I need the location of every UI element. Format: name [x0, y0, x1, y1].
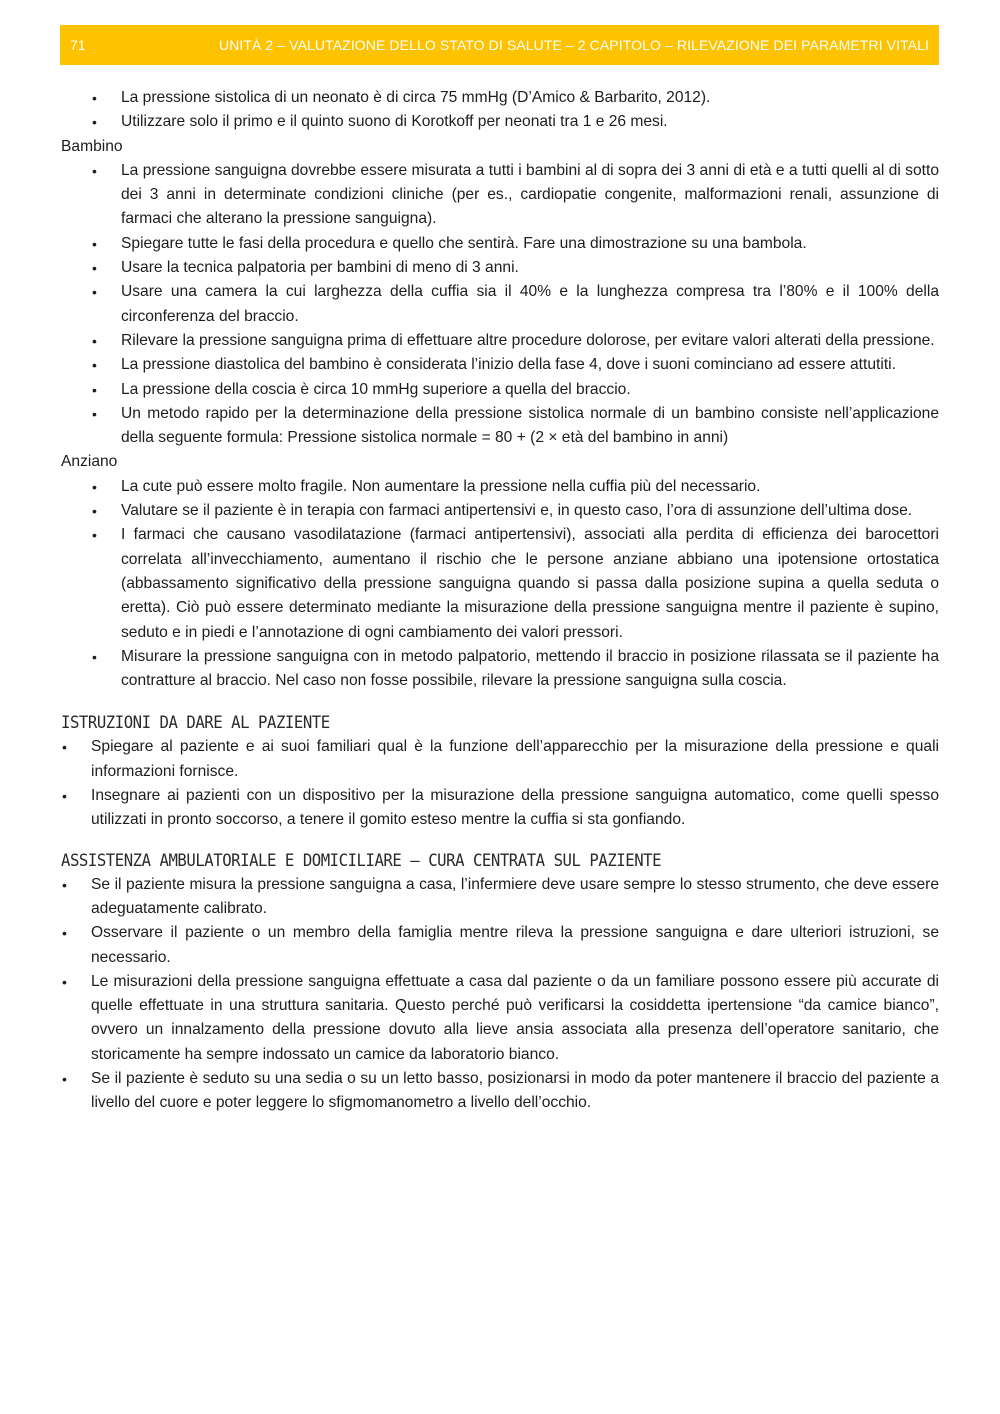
istruzioni-list	[61, 735, 939, 832]
list-item: • Usare la tecnica palpatoria per bambini di meno di 3 anni.	[61, 256, 939, 280]
list-item: • La pressione sanguigna dovrebbe essere misurata a tutti i bambini al di sopra dei 3 anni di età e a tutti quelli al di sotto dei 3 anni in determinate condizioni cliniche (per es., cardiopatie congenite, malformazioni renali, assunzione di farmaci che alterano la pressione sanguigna).	[61, 159, 939, 232]
section-heading-istruzioni: ISTRUZIONI DA DARE AL PAZIENTE	[61, 713, 330, 734]
list-item: • Spiegare al paziente e ai suoi familiari qual è la funzione dell’apparecchio per la misurazione della pressione e quali informazioni fornisce.	[61, 735, 939, 784]
bullet-icon: •	[92, 381, 97, 398]
bullet-icon: •	[92, 332, 97, 349]
list-item: • La pressione sistolica di un neonato è di circa 75 mmHg (D’Amico & Barbarito, 2012).	[61, 86, 939, 110]
list-item: • La pressione della coscia è circa 10 mmHg superiore a quella del braccio.	[61, 378, 939, 402]
bullet-icon: •	[92, 478, 97, 495]
page-number: 71	[70, 37, 86, 53]
list-item: • Se il paziente è seduto su una sedia o su un letto basso, posizionarsi in modo da poter mantenere il braccio del paziente a livello del cuore e poter leggere lo sfigmomanometro a livello dell’occhio.	[61, 1067, 939, 1116]
running-title: UNITÀ 2 – VALUTAZIONE DELLO STATO DI SALUTE – 2 CAPITOLO – RILEVAZIONE DEI PARAMETRI VITALI	[218, 37, 929, 53]
bullet-icon: •	[62, 876, 67, 893]
list-item: • Rilevare la pressione sanguigna prima di effettuare altre procedure dolorose, per evitare valori alterati della pressione.	[61, 329, 939, 353]
bullet-icon: •	[92, 162, 97, 179]
neonato-list	[61, 86, 939, 135]
bullet-icon: •	[92, 357, 97, 374]
list-item: • Misurare la pressione sanguigna con in metodo palpatorio, mettendo il braccio in posizione rilassata se il paziente ha contratture al braccio. Nel caso non fosse possibile, rilevare la pressione sanguigna sulla coscia.	[61, 645, 939, 694]
bullet-icon: •	[92, 90, 97, 106]
bullet-icon: •	[92, 284, 97, 301]
list-item: • Valutare se il paziente è in terapia con farmaci antipertensivi e, in questo caso, l’ora di assunzione dell’ultima dose.	[61, 499, 939, 523]
bullet-icon: •	[92, 114, 97, 131]
list-item: • Utilizzare solo il primo e il quinto suono di Korotkoff per neonati tra 1 e 26 mesi.	[61, 110, 939, 134]
bullet-icon: •	[92, 405, 97, 422]
bullet-icon: •	[92, 527, 97, 544]
list-item: • Un metodo rapido per la determinazione della pressione sistolica normale di un bambino consiste nell’applicazione della seguente formula: Pressione sistolica normale = 80 + (2 × età del bambino in anni)	[61, 402, 939, 451]
list-item: • Osservare il paziente o un membro della famiglia mentre rileva la pressione sanguigna e dare ulteriori istruzioni, se necessario.	[61, 921, 939, 970]
bullet-icon: •	[62, 925, 67, 942]
assistenza-list	[61, 873, 939, 1116]
bullet-icon: •	[92, 260, 97, 277]
list-item: • Se il paziente misura la pressione sanguigna a casa, l’infermiere deve usare sempre lo stesso strumento, che deve essere adeguatamente calibrato.	[61, 873, 939, 922]
bullet-icon: •	[62, 1070, 67, 1087]
subheading-bambino: Bambino	[61, 137, 123, 155]
bullet-icon: •	[92, 235, 97, 252]
anziano-list	[61, 475, 939, 694]
list-item: • Insegnare ai pazienti con un dispositivo per la misurazione della pressione sanguigna automatico, come quelli spesso utilizzati in pronto soccorso, a tenere il gomito esteso mentre la cuffia si sta gonfiando.	[61, 784, 939, 833]
list-item: • Le misurazioni della pressione sanguigna effettuate a casa dal paziente o da un familiare possono essere più accurate di quelle effettuate in una struttura sanitaria. Questo perché può verificarsi la cosiddetta ipertensione “da camice bianco”, ovvero un innalzamento della pressione dovuto alla lieve ansia associata alla presenza dell’operatore sanitario, che storicamente ha sempre indossato un camice da laboratorio bianco.	[61, 970, 939, 1067]
list-item: • La pressione diastolica del bambino è considerata l’inizio della fase 4, dove i suoni cominciano ad essere attutiti.	[61, 353, 939, 377]
bullet-icon: •	[62, 739, 67, 756]
list-item: • La cute può essere molto fragile. Non aumentare la pressione nella cuffia più del necessario.	[61, 475, 939, 499]
bullet-icon: •	[92, 648, 97, 665]
subheading-anziano: Anziano	[61, 453, 118, 471]
bullet-icon: •	[62, 973, 67, 990]
bambino-list	[61, 159, 939, 451]
list-item: • Spiegare tutte le fasi della procedura e quello che sentirà. Fare una dimostrazione su una bambola.	[61, 232, 939, 256]
bullet-icon: •	[92, 503, 97, 520]
page-body	[61, 86, 939, 1116]
page-header	[60, 25, 939, 65]
list-item: • Usare una camera la cui larghezza della cuffia sia il 40% e la lunghezza compresa tra l’80% e il 100% della circonferenza del braccio.	[61, 280, 939, 329]
bullet-icon: •	[62, 788, 67, 805]
list-item: • I farmaci che causano vasodilatazione (farmaci antipertensivi), associati alla perdita di efficienza dei barocettori correlata all’invecchiamento, aumentano il rischio che le persone anziane abbiano una ipotensione ortostatica (abbassamento significativo della pressione sanguigna quando si passa dalla posizione supina a quella seduta o eretta). Ciò può essere determinato mediante la misurazione della pressione sanguigna mentre il paziente è supino, seduto e in piedi e l’annotazione di ogni cambiamento dei valori pressori.	[61, 523, 939, 644]
section-heading-assistenza: ASSISTENZA AMBULATORIALE E DOMICILIARE – CURA CENTRATA SUL PAZIENTE	[61, 850, 662, 871]
